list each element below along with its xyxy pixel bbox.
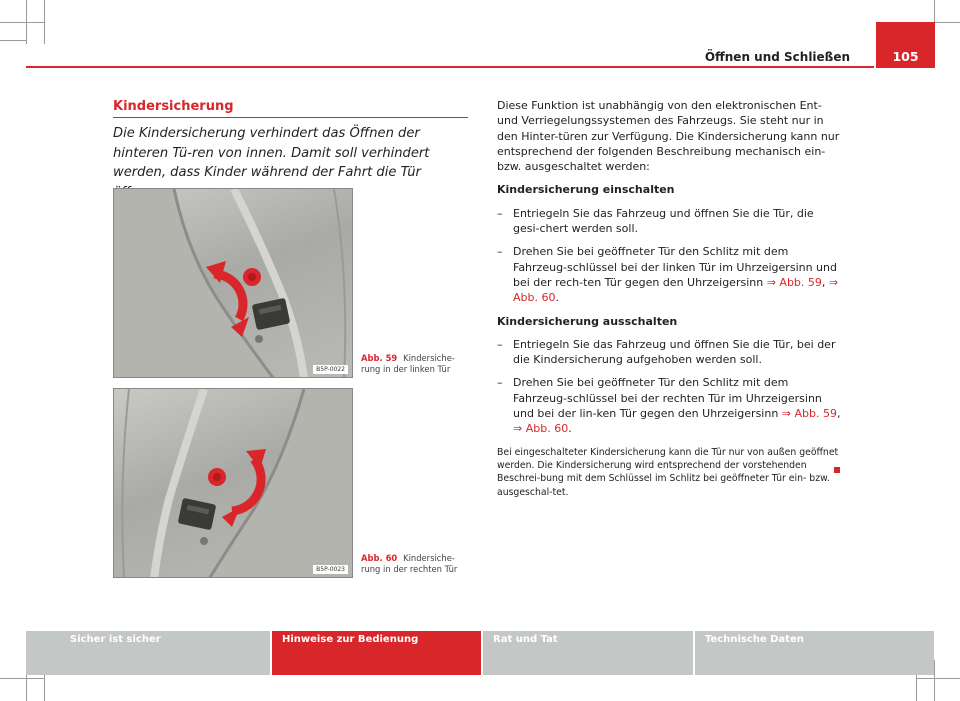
step-dash: –	[497, 245, 503, 259]
figure-caption	[361, 553, 471, 575]
figure-reference-link[interactable]: ⇒ Abb. 60	[513, 422, 569, 436]
step-item	[497, 206, 842, 237]
body-text	[497, 98, 842, 499]
step-dash: –	[497, 206, 503, 220]
figure-image-left-door	[113, 188, 353, 378]
step-text: Drehen Sie bei geöffneter Tür den Schlitz mit dem Fahrzeug-schlüssel bei der rechten Tür im Uhrzeigersinn und bei der lin-ken Tür gegen den Uhrzeigersinn	[513, 376, 822, 421]
footer-tab-help[interactable]	[483, 631, 693, 675]
punctuation: ,	[837, 407, 841, 421]
subheading-enable: Kindersicherung einschalten	[497, 183, 675, 197]
step-item	[497, 337, 842, 368]
punctuation: .	[568, 422, 572, 436]
subheading-disable: Kindersicherung ausschalten	[497, 314, 678, 328]
footer-tab-label: Hinweise zur Bedienung	[282, 634, 419, 645]
section-title: Kindersicherung	[113, 99, 234, 114]
footer-tab-technical[interactable]	[695, 631, 934, 675]
step-dash: –	[497, 337, 503, 351]
body-paragraph: Diese Funktion ist unabhängig von den elektronischen Ent- und Verriegelungssystemen des Fahrzeugs. Sie steht nur in den Hinter-türen zur Verfügung. Die Kindersicherung kann nur entsprechend der folgenden Beschreibung mechanisch ein- bzw. ausgeschaltet werden:	[497, 99, 840, 174]
figure-label: Abb. 59	[361, 353, 398, 363]
footer-tab-safety[interactable]	[26, 631, 270, 675]
footer-tab-label: Sicher ist sicher	[70, 634, 161, 645]
step-text: Entriegeln Sie das Fahrzeug und öffnen Sie die Tür, die gesi-chert werden soll.	[513, 206, 814, 236]
page-title: Öffnen und Schließen	[704, 50, 850, 64]
section-rule	[113, 117, 468, 118]
section-intro: Die Kindersicherung verhindert das Öffnen der hinteren Tü-ren von innen. Damit soll verhindert werden, dass Kinder während der Fahrt die Tür	[113, 126, 430, 180]
crop-mark	[0, 40, 26, 41]
door-lock-illustration	[114, 389, 353, 578]
note-paragraph: Bei eingeschalteter Kindersicherung kann die Tür nur von außen geöffnet werden. Die Kindersicherung wird entsprechend der vorstehenden Beschrei-bung mit dem Schlüssel im Schlitz bei geöffneter Tür ein- bzw. ausgeschal-tet.	[497, 446, 839, 498]
step-text: Drehen Sie bei geöffneter Tür den Schlitz mit dem Fahrzeug-schlüssel bei der linken Tür im Uhrzeigersinn und bei der rech-ten Tür gegen den Uhrzeigersinn	[513, 245, 837, 289]
step-text: Entriegeln Sie das Fahrzeug und öffnen Sie die Tür, bei der die Kindersicherung aufgehoben werden soll.	[513, 337, 836, 367]
figure-reference-link[interactable]: ⇒ Abb. 59	[781, 407, 837, 421]
step-item	[497, 375, 842, 436]
footer-tab-operation[interactable]	[272, 631, 481, 675]
figure-caption-text: Kindersiche-rung in der rechten Tür	[361, 553, 458, 574]
figure-code: B5P-0023	[313, 565, 348, 574]
end-of-section-marker	[834, 467, 840, 473]
step-dash: –	[497, 376, 503, 390]
figure-code: B5P-0022	[313, 365, 348, 374]
door-lock-illustration	[114, 189, 353, 378]
figure-reference-link[interactable]: ⇒ Abb. 60	[513, 275, 839, 305]
crop-mark	[0, 22, 44, 23]
punctuation: .	[555, 291, 559, 305]
step-item	[497, 244, 842, 305]
footer-tab-label: Technische Daten	[705, 634, 804, 645]
crop-mark	[0, 678, 44, 679]
header-rule	[26, 66, 874, 68]
figure-label: Abb. 60	[361, 553, 398, 563]
crop-mark	[916, 678, 960, 679]
crop-mark	[934, 660, 935, 701]
punctuation: ,	[821, 275, 826, 289]
page-number: 105	[876, 22, 935, 68]
figure-caption-text: Kindersiche-rung in der linken Tür	[361, 353, 455, 374]
figure-image-right-door	[113, 388, 353, 578]
figure-reference-link[interactable]: ⇒ Abb. 59	[766, 275, 822, 289]
figure-caption	[361, 353, 471, 375]
crop-mark	[44, 0, 45, 44]
footer-tab-label: Rat und Tat	[493, 634, 558, 645]
